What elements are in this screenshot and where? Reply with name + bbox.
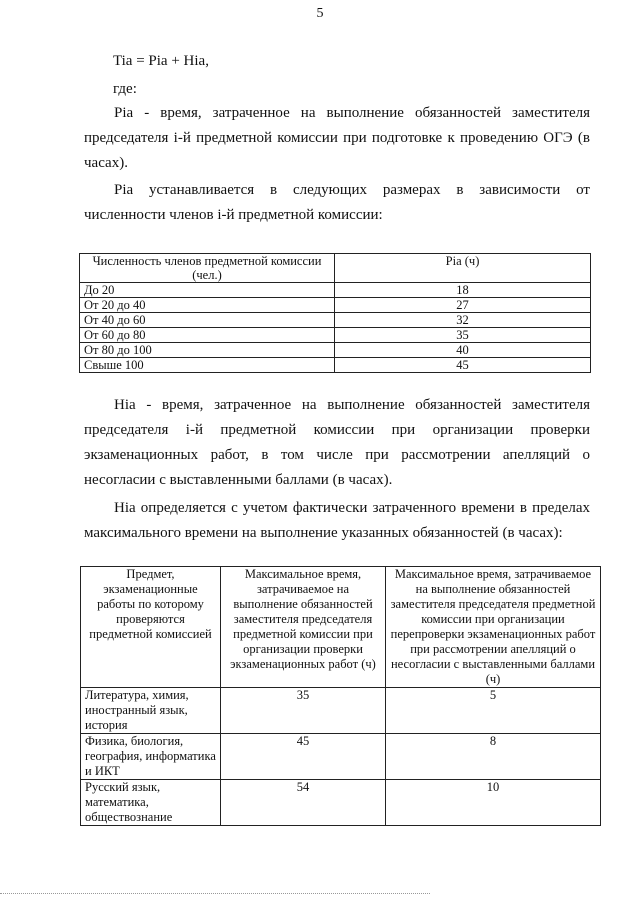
table-cell-subject: Русский язык, математика, обществознание [81,780,221,826]
where-label: где: [113,81,137,97]
table-row [80,328,591,343]
column-header: Численность членов предметной комиссии (чел.) [80,254,335,283]
table-cell-value: 40 [335,343,591,358]
hia-intro: Hia определяется с учетом фактически затраченного времени в пределах максимального времени на выполнение указанных обязанностей (в часах): [84,500,590,541]
table-header-row [81,567,601,688]
table-cell-recheck: 5 [386,688,601,734]
table-row [80,313,591,328]
column-header: Предмет, экзаменационные работы по которому проверяются предметной комиссией [81,567,221,688]
column-header: Максимальное время, затрачиваемое на выполнение обязанностей заместителя председателя предметной комиссии при организации проверки экзаменационных работ (ч) [221,567,386,688]
table-cell-check: 35 [221,688,386,734]
hia-table [80,566,601,826]
table-cell-value: 18 [335,283,591,298]
page-number: 5 [316,6,324,21]
hia-definition: Hia - время, затраченное на выполнение обязанностей заместителя председателя i-й предметной комиссии при организации проверки экзаменационных работ, в том числе при рассмотрении апелляций о несогласии с выставленными баллами (в часах). [84,397,590,488]
table-cell-value: 32 [335,313,591,328]
table-cell-recheck: 8 [386,734,601,780]
table-row [81,780,601,826]
table-cell-check: 45 [221,734,386,780]
table-row [80,358,591,373]
table-cell-range: От 40 до 60 [80,313,335,328]
table-row [81,734,601,780]
table-row [80,298,591,313]
table-cell-check: 54 [221,780,386,826]
table-cell-subject: Физика, биология, география, информатика и ИКТ [81,734,221,780]
table-cell-subject: Литература, химия, иностранный язык, история [81,688,221,734]
table-cell-range: От 20 до 40 [80,298,335,313]
table-cell-recheck: 10 [386,780,601,826]
bottom-divider [0,893,430,894]
column-header: Максимальное время, затрачиваемое на выполнение обязанностей заместителя председателя предметной комиссии при организации перепроверки экзаменационных работ при рассмотрении апелляций о несогласии с выставленными баллами (ч) [386,567,601,688]
table-cell-range: От 80 до 100 [80,343,335,358]
pia-intro: Pia устанавливается в следующих размерах в зависимости от численности членов i-й предметной комиссии: [84,182,590,223]
table-header-row [80,254,591,283]
table-row [81,688,601,734]
table-cell-value: 35 [335,328,591,343]
table-row [80,343,591,358]
table-cell-value: 27 [335,298,591,313]
table-cell-value: 45 [335,358,591,373]
pia-definition: Pia - время, затраченное на выполнение обязанностей заместителя председателя i-й предметной комиссии при подготовке к проведению ОГЭ (в часах). [84,105,590,171]
table-row [80,283,591,298]
table-cell-range: От 60 до 80 [80,328,335,343]
column-header: Pia (ч) [335,254,591,283]
formula: Tia = Pia + Hia, [113,53,209,69]
table-cell-range: До 20 [80,283,335,298]
pia-table [79,253,591,373]
table-cell-range: Свыше 100 [80,358,335,373]
